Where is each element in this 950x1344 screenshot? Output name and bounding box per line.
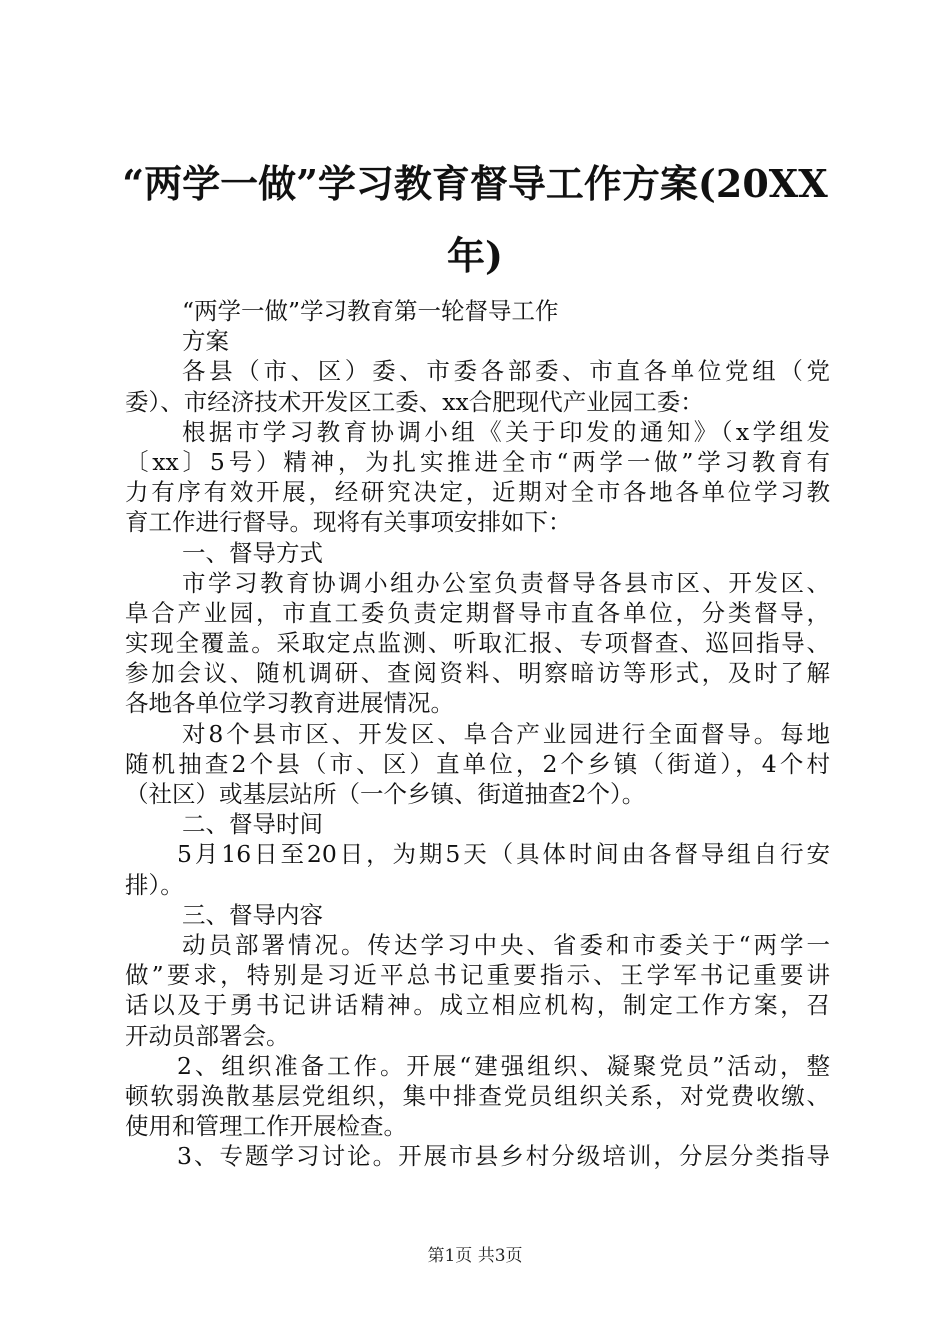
paragraph-line: 市学习教育协调小组办公室负责督导各县市区、开发区、 (182, 568, 830, 597)
paragraph-line: 使用和管理工作开展检查。 (125, 1112, 407, 1141)
paragraph-line: 阜合产业园，市直工委负责定期督导市直各单位，分类督导， (125, 598, 830, 627)
paragraph-line: 实现全覆盖。采取定点监测、听取汇报、专项督查、巡回指导、 (125, 629, 830, 658)
subtitle-line: “两学一做”学习教育第一轮督导工作 (182, 297, 559, 325)
paragraph-line: 参加会议、随机调研、查阅资料、明察暗访等形式，及时了解 (125, 659, 830, 688)
paragraph-line: 各县（市、区）委、市委各部委、市直各单位党组（党 (182, 357, 830, 386)
paragraph-line: 力有序有效开展，经研究决定，近期对全市各地各单位学习教 (125, 478, 830, 507)
document-title-line-1: “两学一做”学习教育督导工作方案(20XX (122, 161, 828, 206)
paragraph-line: 3、专题学习讨论。开展市县乡村分级培训，分层分类指导 (177, 1142, 830, 1171)
paragraph-line: 对8个县市区、开发区、阜合产业园进行全面督导。每地 (182, 719, 830, 748)
document-body (125, 296, 830, 1171)
paragraph-line: 排）。 (125, 870, 184, 899)
paragraph-line: （社区）或基层站所（一个乡镇、街道抽查2个）。 (125, 780, 646, 808)
paragraph-line: 各地各单位学习教育进展情况。 (125, 689, 454, 718)
paragraph-line: 育工作进行督导。现将有关事项安排如下： (125, 508, 572, 537)
section-heading: 一、督导方式 (182, 538, 323, 567)
paragraph-line: 委）、市经济技术开发区工委、xx合肥现代产业园工委： (125, 387, 704, 416)
paragraph-line: 5月16日至20日，为期5天（具体时间由各督导组自行安 (177, 840, 830, 869)
paragraph-line: 做”要求，特别是习近平总书记重要指示、王学军书记重要讲 (125, 961, 830, 990)
paragraph-line: 2、组织准备工作。开展“建强组织、凝聚党员”活动，整 (177, 1051, 830, 1080)
paragraph-line: 开动员部署会。 (125, 1021, 290, 1050)
page-number: 第1页 共3页 (427, 1246, 523, 1266)
paragraph-line: 顿软弱涣散基层党组织，集中排查党员组织关系，对党费收缴、 (125, 1081, 830, 1110)
section-heading: 二、督导时间 (182, 810, 323, 839)
paragraph-line: 根据市学习教育协调小组《关于印发的通知》（x学组发 (182, 417, 830, 446)
document-title-line-2: 年) (447, 233, 503, 278)
paragraph-line: 话以及于勇书记讲话精神。成立相应机构，制定工作方案，召 (125, 991, 830, 1020)
section-heading: 三、督导内容 (182, 900, 323, 929)
paragraph-line: 动员部署情况。传达学习中央、省委和市委关于“两学一 (182, 930, 830, 959)
subtitle-line: 方案 (182, 327, 229, 356)
paragraph-line: 随机抽查2个县（市、区）直单位，2个乡镇（街道），4个村 (125, 749, 830, 778)
paragraph-line: 〔xx〕5号）精神，为扎实推进全市“两学一做”学习教育有 (125, 447, 830, 476)
